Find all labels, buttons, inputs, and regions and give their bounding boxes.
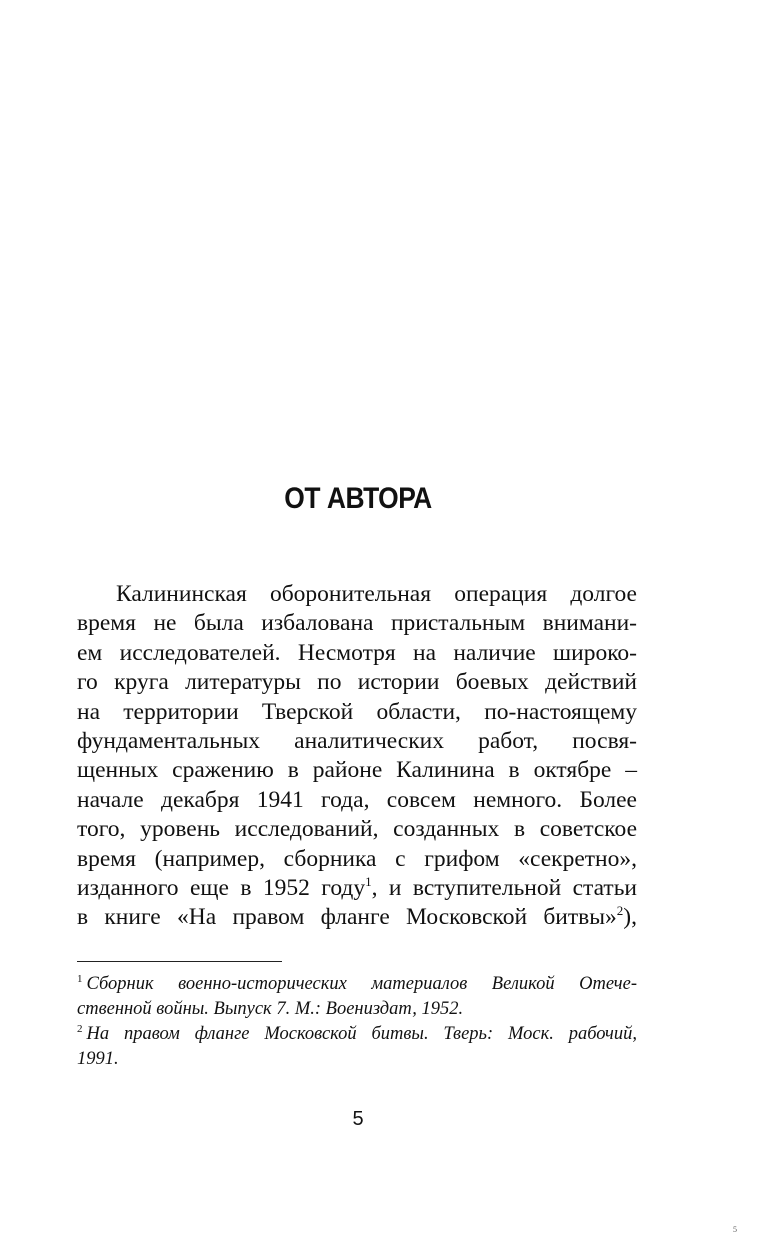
footnotes xyxy=(77,972,637,1072)
footnote-ref: 1 xyxy=(365,874,372,890)
footnote-line: 1991. xyxy=(77,1049,119,1069)
body-line: ем исследователей. Несмотря на наличие широко- xyxy=(77,639,637,666)
footnote-text: Сборник военно-исторических материалов Великой Отече- xyxy=(86,974,637,994)
body-line: начале декабря 1941 года, совсем немного. Более xyxy=(77,786,637,813)
footnote-line xyxy=(77,1022,637,1047)
body-line xyxy=(77,874,637,903)
footnote-line: ственной войны. Выпуск 7. М.: Воениздат, 1952. xyxy=(77,999,464,1019)
footnote-separator xyxy=(77,961,282,962)
body-line: на территории Тверской области, по-настоящему xyxy=(77,698,637,725)
body-line: фундаментальных аналитических работ, посвя- xyxy=(77,728,637,755)
body-line: щенных сражению в районе Калинина в октябре – xyxy=(77,757,637,784)
body-line: го круга литературы по истории боевых действий xyxy=(77,669,637,696)
body-line-text: ), xyxy=(623,904,637,931)
body-line-text: в книге «На правом фланге Московской битвы» xyxy=(77,904,617,931)
footnote-text: На правом фланге Московской битвы. Тверь: Моск. рабочий, xyxy=(86,1024,637,1044)
body-line-text: , и вступительной статьи xyxy=(371,875,637,902)
body-line: время не была избалована пристальным внимани- xyxy=(77,610,637,637)
footnote-mark: 1 xyxy=(77,972,83,985)
footnote-mark: 2 xyxy=(77,1022,83,1035)
chapter-heading: ОТ АВТОРА xyxy=(284,482,432,515)
corner-page-mark: 5 xyxy=(733,1225,737,1234)
body-text xyxy=(77,580,637,933)
footnote-line xyxy=(77,972,637,997)
body-line-text: изданного еще в 1952 году xyxy=(77,875,366,902)
body-line: время (например, сборника с грифом «секретно», xyxy=(77,845,637,872)
body-line: Калининская оборонительная операция долгое xyxy=(116,581,637,607)
footnote-ref: 2 xyxy=(616,903,624,919)
body-line xyxy=(77,903,637,932)
page-number: 5 xyxy=(352,1108,364,1130)
body-line: того, уровень исследований, созданных в советское xyxy=(77,816,637,843)
